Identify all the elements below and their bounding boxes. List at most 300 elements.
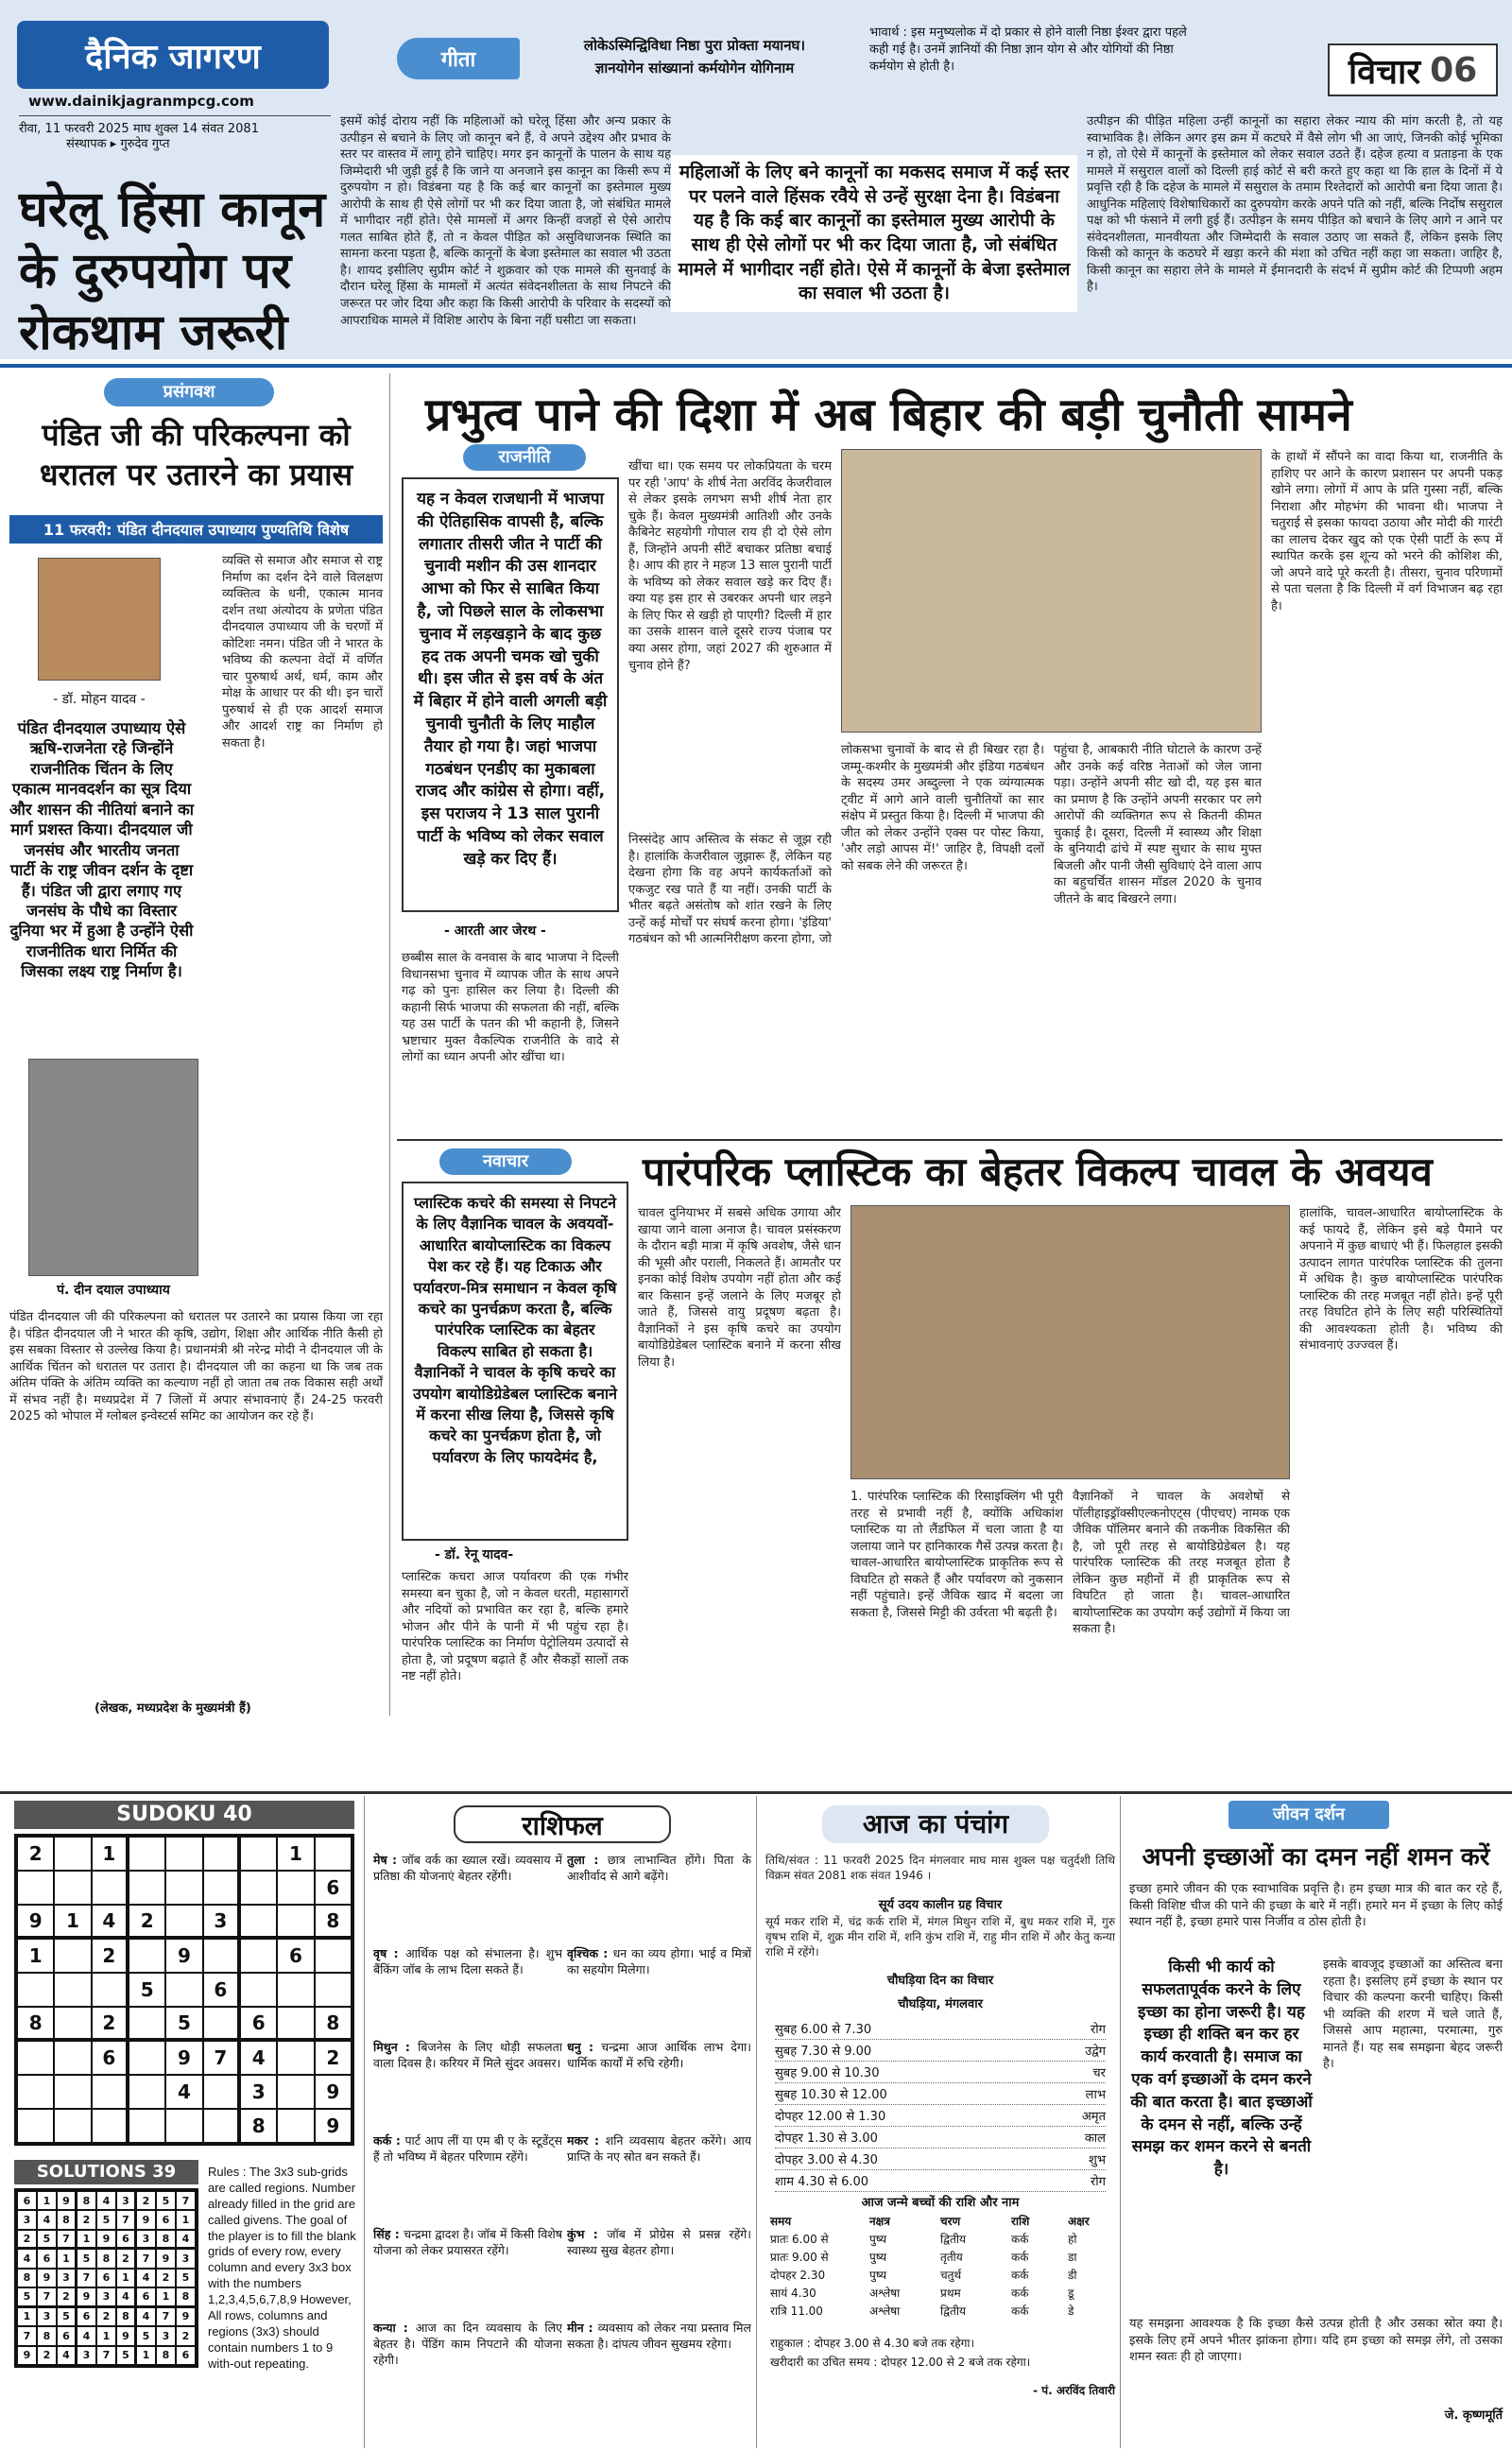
grid-cell: 6 (136, 2287, 156, 2306)
grid-cell[interactable] (54, 1939, 91, 1973)
grid-cell: 9 (116, 2326, 136, 2345)
grid-cell[interactable]: 2 (17, 1837, 54, 1871)
jeevan-tag: जीवन दर्शन (1228, 1801, 1389, 1829)
grid-cell: 3 (57, 2269, 77, 2287)
grid-cell: 1 (156, 2287, 176, 2306)
navachar-tag: नवाचार (439, 1148, 572, 1175)
rashi-name: मिथुन : (373, 2040, 419, 2054)
grid-cell[interactable] (129, 1939, 165, 1973)
politics-col-3: निस्संदेह आप अस्तित्व के संकट से जूझ रही है। हालांकि केजरीवाल जुझारू हैं, लेकिन यह देखना होगा कि वह अपने कार्यकर्ताओं को एकजुट रख पाते हैं या नहीं। उनकी पार्टी के भीतर बढ़ते असंतोष को शांत रखने के लिए उन्हें कई मोर्चों पर संघर्ष करना होगा। 'इंडिया' गठबंधन को भी आत्मनिरीक्षण करना होगा, जो (628, 833, 832, 947)
column-rule (1120, 1796, 1121, 2448)
grid-cell: 6 (96, 2269, 116, 2287)
website-url: www.dainikjagranmpcg.com (28, 93, 254, 110)
rashi-item (373, 2040, 562, 2120)
birth-cell: चरण (940, 2215, 961, 2228)
chogh-cell: शुभ (1089, 2153, 1106, 2167)
grid-cell: 7 (176, 2191, 196, 2210)
grid-cell[interactable]: 4 (165, 2075, 202, 2109)
chogh-row (775, 2105, 1106, 2127)
grid-cell[interactable] (203, 1837, 240, 1871)
prasangvash-body-1: व्यक्ति से समाज और समाज से राष्ट्र निर्माण का दर्शन देने वाले विलक्षण व्यक्तित्व के धनी, एकात्म मानव दर्शन तथा अंत्योदय के प्रणेता पंडित दीनदयाल उपाध्याय जी के चरणों में कोटिशः नमन। पंडित जी ने भारत के भविष्य की कल्पना वेदों में वर्णित चार पुरुषार्थ अर्थ, धर्म, काम और मोक्ष के आधार पर की थी। इन चारों पुरुषार्थ से ही एक आदर्श समाज और आदर्श राष्ट्र का निर्माण हो सकता है। (222, 554, 383, 751)
grid-cell[interactable]: 3 (203, 1905, 240, 1939)
grid-cell[interactable]: 6 (315, 1871, 352, 1905)
grid-cell: 6 (77, 2307, 96, 2326)
rashi-item (373, 2321, 562, 2401)
grid-cell[interactable]: 1 (54, 1905, 91, 1939)
sudoku-grid[interactable] (14, 1834, 354, 2146)
grid-cell[interactable] (240, 1939, 277, 1973)
grid-cell[interactable]: 9 (17, 1905, 54, 1939)
panchang-sun-text: सूर्य मकर राशि में, चंद्र कर्क राशि में, मंगल मिथुन राशि में, बुध मकर राशि में, गुरु वृषभ राशि में, शुक्र मीन राशि में, शनि कुंभ राशि में, राहु मीन राशि में और केतु कन्या राशि में रहेंगे। (765, 1915, 1115, 1959)
grid-cell[interactable] (240, 1871, 277, 1905)
grid-cell: 2 (156, 2269, 176, 2287)
grid-cell: 1 (57, 2249, 77, 2268)
panchang-intro: तिथि/संवत : 11 फरवरी 2025 दिन मंगलवार माघ मास शुक्ल पक्ष चतुर्दशी तिथि विक्रम संवत 2081 शक संवत 1946 । (765, 1854, 1115, 1883)
chogh-cell: दोपहर 1.30 से 3.00 (775, 2132, 878, 2146)
chogh-row (775, 2040, 1106, 2062)
grid-cell: 4 (176, 2230, 196, 2249)
birth-cell: डी (1068, 2269, 1077, 2282)
grid-cell[interactable] (54, 2109, 91, 2143)
grid-cell[interactable]: 5 (129, 1973, 165, 2007)
grid-cell[interactable] (203, 2109, 240, 2143)
grid-cell[interactable]: 1 (277, 1837, 314, 1871)
grid-cell[interactable]: 4 (240, 2041, 277, 2075)
grid-cell[interactable] (165, 2109, 202, 2143)
grid-cell[interactable] (54, 1973, 91, 2007)
grid-cell[interactable]: 2 (315, 2041, 352, 2075)
birth-title: आज जन्मे बच्चों की राशि और नाम (861, 2196, 1020, 2210)
grid-cell: 7 (96, 2346, 116, 2365)
grid-cell[interactable] (165, 1973, 202, 2007)
grid-cell[interactable]: 8 (240, 2109, 277, 2143)
birth-cell: अश्लेषा (869, 2304, 901, 2318)
prasangvash-body-2: पंडित दीनदयाल जी की परिकल्पना को धरातल पर उतारने का प्रयास किया जा रहा है। पंडित दीनदयाल जी ने भारत की कृषि, उद्योग, शिक्षा और आर्थिक नीति कैसी हो इस सबका विस्तार से उल्लेख किया है। प्रधानमंत्री श्री नरेन्द्र मोदी ने दीनदयाल जी के आर्थिक चिंतन को धरातल पर उतारा है। दीनदयाल जी का कहना था कि जब तक अंतिम पंक्ति के अंतिम व्यक्ति का कल्याण नहीं हो जाता तब तक विकास सही अर्थों में संभव नहीं है। मध्यप्रदेश में 7 जिलों में अपार संभावनाएं हैं। 24-25 फरवरी 2025 को भोपाल में ग्लोबल इन्वेस्टर्स समिट का आयोजन कर रहे हैं। (9, 1310, 383, 1424)
grid-cell: 5 (136, 2326, 156, 2345)
editor-line: संस्थापक ▸ गुरुदेव गुप्त (66, 137, 170, 151)
birth-cell: डू (1068, 2287, 1074, 2300)
birth-cell: सायं 4.30 (770, 2287, 816, 2300)
solutions-title: SOLUTIONS 39 (14, 2160, 198, 2184)
chogh-cell: सुबह 7.30 से 9.00 (775, 2045, 872, 2059)
grid-cell[interactable] (92, 2109, 129, 2143)
grid-cell: 4 (57, 2346, 77, 2365)
rashi-name: वृष : (373, 1946, 406, 1960)
grid-cell[interactable]: 2 (92, 2007, 129, 2041)
birth-cell: पुष्य (869, 2233, 887, 2246)
deendayal-photo (28, 1059, 198, 1276)
column-rule (756, 1796, 757, 2448)
rashi-item (373, 2133, 562, 2214)
grid-cell[interactable] (277, 2007, 314, 2041)
panchang-title: आज का पंचांग (822, 1805, 1049, 1843)
rashi-name: मीन : (567, 2321, 598, 2335)
author-photo (38, 558, 161, 681)
grid-cell[interactable] (17, 2041, 54, 2075)
grid-cell: 5 (17, 2287, 37, 2306)
grid-cell[interactable] (315, 1939, 352, 1973)
politics-col-6: के हाथों में सौंपने का वादा किया था, राजनीति के हाशिए पर आने के कारण प्रशासन पर अपनी पकड़ खोने लगा। लोगों में आप के प्रति गुस्सा नहीं, बल्कि निराशा और मोहभंग की भावना थी। भाजपा ने चतुराई से इसका फायदा उठाया और मोदी की गारंटी का लालच देकर खुद को एक ऐसी पार्टी के रूप में स्थापित करके इस शून्य को भरने की कोशिश की, जो अपने वादे पूरे करती है। तीसरा, चुनाव परिणामों से पता चलता है कि दिल्ली में वर्ग विभाजन बढ़ रहा है। (1271, 450, 1503, 613)
grid-cell: 4 (96, 2191, 116, 2210)
birth-cell: दोपहर 2.30 (770, 2269, 826, 2282)
rashi-name: कन्या : (373, 2321, 416, 2335)
sudoku-title: SUDOKU 40 (14, 1801, 354, 1829)
birth-cell: नक्षत्र (869, 2215, 890, 2228)
chogh-cell: रोग (1090, 2175, 1106, 2189)
chogh-title: चौघड़िया, मंगलवार (898, 1997, 983, 2011)
birth-cell: डा (1068, 2251, 1077, 2264)
grid-cell[interactable] (277, 1973, 314, 2007)
gita-shloka: लोकेऽस्मिन्द्विविधा निष्ठा पुरा प्रोक्ता मयानघ। ज्ञानयोगेन सांख्यानां कर्मयोगेन योगिनाम (583, 37, 806, 77)
grid-cell[interactable] (92, 1871, 129, 1905)
rashi-item (567, 2133, 751, 2214)
grid-cell: 8 (37, 2326, 57, 2345)
grid-cell: 7 (37, 2287, 57, 2306)
rashi-text: बिजनेस के लिए थोड़ी सफलता वाला दिवस है। करियर में मिले सुंदर अवसर। (373, 2040, 562, 2070)
grid-cell: 8 (96, 2249, 116, 2268)
column-rule (389, 373, 390, 1716)
navachar-title: पारंपरिक प्लास्टिक का बेहतर विकल्प चावल के अवयव (643, 1148, 1433, 1195)
divider (0, 364, 1512, 368)
grid-cell: 3 (116, 2191, 136, 2210)
rashi-text: व्यवसाय को लेकर नया प्रस्ताव मिल सकता है। दांपत्य जीवन सुखमय रहेगा। (567, 2321, 751, 2351)
grid-cell: 5 (77, 2249, 96, 2268)
navachar-photo (850, 1205, 1290, 1479)
grid-cell: 2 (77, 2210, 96, 2229)
chogh-cell: दोपहर 12.00 से 1.30 (775, 2110, 886, 2124)
grid-cell[interactable]: 6 (203, 1973, 240, 2007)
grid-cell[interactable]: 4 (92, 1905, 129, 1939)
grid-cell[interactable]: 6 (92, 2041, 129, 2075)
politics-col-1: छब्बीस साल के वनवास के बाद भाजपा ने दिल्ली विधानसभा चुनाव में व्यापक जीत के साथ अपने गढ़ को पुनः हासिल कर लिया है। दिल्ली की कहानी सिर्फ भाजपा की सफलता की नहीं, बल्कि यह उस पार्टी के पतन की भी कहानी है, जिसने भ्रष्टाचार मुक्त वैकल्पिक राजनीति के वादे से लोगों का ध्यान अपनी ओर खींचा था। (402, 951, 619, 1065)
birth-cell: रात्रि 11.00 (770, 2304, 823, 2318)
grid-cell: 9 (96, 2230, 116, 2249)
politics-title: प्रभुत्व पाने की दिशा में अब बिहार की बड़ी चुनौती सामने (425, 388, 1352, 441)
grid-cell[interactable]: 1 (17, 1939, 54, 1973)
grid-cell[interactable] (54, 2075, 91, 2109)
grid-cell: 7 (136, 2249, 156, 2268)
grid-cell[interactable] (277, 2041, 314, 2075)
rahukal: राहुकाल : दोपहर 3.00 से 4.30 बजे तक रहेगा। (770, 2337, 975, 2350)
grid-cell[interactable]: 1 (92, 1837, 129, 1871)
birth-row (770, 2302, 1110, 2320)
divider (397, 1139, 1503, 1141)
birth-cell: कर्क (1011, 2251, 1029, 2264)
gita-tag: गीता (397, 38, 520, 79)
grid-cell: 6 (37, 2249, 57, 2268)
chogh-cell: शाम 4.30 से 6.00 (775, 2175, 869, 2189)
grid-cell[interactable]: 6 (240, 2007, 277, 2041)
rashi-text: पार्ट आप लीं या एम बी ए के स्टूडेंट्स हैं तो भविष्य में बेहतर परिणाम रहेंगे। (373, 2133, 562, 2164)
grid-cell[interactable] (54, 2007, 91, 2041)
grid-cell[interactable]: 8 (315, 2007, 352, 2041)
grid-cell[interactable]: 2 (129, 1905, 165, 1939)
grid-cell[interactable] (165, 1871, 202, 1905)
politics-author: - आरती आर जेरथ - (444, 923, 546, 939)
grid-cell[interactable] (129, 1837, 165, 1871)
birth-cell: हो (1068, 2233, 1077, 2246)
grid-cell[interactable]: 9 (315, 2109, 352, 2143)
grid-cell: 1 (96, 2326, 116, 2345)
grid-cell[interactable] (129, 2109, 165, 2143)
jeevan-title: अपनी इच्छाओं का दमन नहीं शमन करें (1142, 1843, 1490, 1872)
birth-cell: द्वितीय (940, 2304, 966, 2318)
gita-bhavarth: भावार्थ : इस मनुष्यलोक में दो प्रकार से होने वाली निष्ठा ईश्वर द्वारा पहले कही गई है। उनमें ज्ञानियों की निष्ठा ज्ञान योग से और योगियों की निष्ठा कर्मयोग से होती है। (869, 26, 1187, 75)
grid-cell[interactable] (129, 1871, 165, 1905)
rashi-text: आर्थिक पक्ष को संभालना है। शुभ बैंकिंग जॉब के लाभ दिला सकते हैं। (373, 1946, 562, 1976)
politics-col-5: पहुंचा है, आबकारी नीति घोटाले के कारण उन्हें और उनके कई वरिष्ठ नेताओं को जेल जाना पड़ा। उन्होंने अपनी सीट खो दी, यह इस बात का प्रमाण है कि उन्होंने अपनी सरकार पर लगे आरोपों की व्यक्तिगत रूप से कितनी कीमत चुकाई है। दूसरा, दिल्ली में स्वास्थ्य और शिक्षा के बुनियादी ढांचे में स्पष्ट सुधार के साथ मुफ्त बिजली और पानी जैसी सुविधाएं देने वाला आप का बहुचर्चित शासन मॉडल 2020 के चुनाव जीतने के बाद बिखरने लगा। (1054, 743, 1262, 906)
chogh-cell: दोपहर 3.00 से 4.30 (775, 2153, 878, 2167)
grid-cell: 1 (17, 2307, 37, 2326)
birth-cell: समय (770, 2215, 792, 2228)
grid-cell: 5 (57, 2307, 77, 2326)
birth-cell: कर्क (1011, 2233, 1029, 2246)
dateline: रीवा, 11 फरवरी 2025 माघ शुक्ल 14 संवत 2081 (19, 115, 331, 136)
rashi-name: कुंभ : (567, 2227, 608, 2241)
grid-cell: 9 (136, 2210, 156, 2229)
grid-cell[interactable] (17, 1973, 54, 2007)
birth-cell: प्रातः 6.00 से (770, 2233, 829, 2246)
grid-cell: 2 (37, 2346, 57, 2365)
grid-cell: 8 (116, 2307, 136, 2326)
panchang-sun-head: सूर्य उदय कालीन ग्रह विचार (878, 1898, 1003, 1912)
rashi-text: चन्द्रमा आज आर्थिक लाभ देगा। धार्मिक कार्यों में रुचि रहेगी। (567, 2040, 751, 2070)
grid-cell: 6 (57, 2326, 77, 2345)
grid-cell: 7 (17, 2326, 37, 2345)
grid-cell: 1 (37, 2191, 57, 2210)
grid-cell[interactable] (17, 2075, 54, 2109)
chogh-row (775, 2018, 1106, 2040)
birth-cell: पुष्य (869, 2251, 887, 2264)
grid-cell: 3 (156, 2326, 176, 2345)
grid-cell[interactable] (92, 2075, 129, 2109)
grid-cell[interactable]: 2 (92, 1939, 129, 1973)
politics-boxquote: यह न केवल राजधानी में भाजपा की ऐतिहासिक वापसी है, बल्कि लगातार तीसरी जीत ने पार्टी की चुनावी मशीन की उस शानदार आभा को फिर से साबित किया है, जो पिछले साल के लोकसभा चुनाव में लड़खड़ाने के बाद कुछ हद तक अपनी चमक खो चुकी थी। इस जीत से इस वर्ष के अंत में बिहार में होने वाली अगली बड़ी चुनावी चुनौती के लिए माहौल तैयार हो गया है। जहां भाजपा गठबंधन एनडीए का मुकाबला राजद और कांग्रेस से होगा। वहीं, इस पराजय ने 13 साल पुरानी पार्टी के भविष्य को लेकर सवाल खड़े कर दिए हैं। (402, 477, 619, 912)
grid-cell[interactable] (203, 2007, 240, 2041)
rashi-name: कर्क : (373, 2133, 405, 2148)
grid-cell: 6 (17, 2191, 37, 2210)
grid-cell[interactable] (203, 1871, 240, 1905)
grid-cell[interactable] (54, 1837, 91, 1871)
rashi-name: सिंह : (373, 2227, 404, 2241)
grid-cell: 4 (37, 2210, 57, 2229)
grid-cell[interactable] (277, 2109, 314, 2143)
column-rule (364, 1796, 365, 2448)
chogh-cell: सुबह 10.30 से 12.00 (775, 2088, 887, 2102)
grid-cell: 2 (176, 2326, 196, 2345)
rashi-name: मकर : (567, 2133, 606, 2148)
prasangvash-strip: 11 फरवरी: पंडित दीनदयाल उपाध्याय पुण्यतिथि विशेष (9, 515, 383, 544)
grid-cell[interactable] (240, 1905, 277, 1939)
grid-cell[interactable]: 7 (203, 2041, 240, 2075)
politics-photo (841, 449, 1262, 733)
grid-cell: 8 (176, 2287, 196, 2306)
jeevan-quote: किसी भी कार्य को सफलतापूर्वक करने के लिए इच्छा का होना जरूरी है। यह इच्छा ही शक्ति बन कर हर कार्य करवाती है। समाज का एक वर्ग इच्छाओं के दमन करने की बात करता है। बात इच्छाओं के दमन से नहीं, बल्कि उन्हें समझ कर शमन करने से बनती है। (1130, 1958, 1313, 2180)
grid-cell: 3 (176, 2249, 196, 2268)
rashi-item (373, 1853, 562, 1933)
navachar-col-5: हालांकि, चावल-आधारित बायोप्लास्टिक के कई फायदे हैं, लेकिन इसे बड़े पैमाने पर अपनाने में कुछ बाधाएं भी हैं। फिलहाल इसकी उत्पादन लागत पारंपरिक प्लास्टिक की तुलना में अधिक है। कुछ बायोप्लास्टिक पारंपरिक प्लास्टिक की तरह मजबूत नहीं होते। इन्हें पूरी तरह विघटित होने के लिए सही परिस्थितियों की आवश्यकता होती है। भविष्य की संभावनाएं उज्ज्वल हैं। (1299, 1206, 1503, 1354)
birth-row (770, 2284, 1110, 2302)
grid-cell: 9 (77, 2287, 96, 2306)
editorial-title: घरेलू हिंसा कानून के दुरुपयोग पर रोकथाम जरूरी (19, 181, 326, 361)
grid-cell: 7 (57, 2230, 77, 2249)
grid-cell[interactable] (17, 2109, 54, 2143)
grid-cell[interactable] (129, 2075, 165, 2109)
rashi-name: धनु : (567, 2040, 602, 2054)
grid-cell: 5 (96, 2210, 116, 2229)
rashi-item (567, 2321, 751, 2401)
grid-cell: 8 (57, 2210, 77, 2229)
rashi-name: तुला : (567, 1853, 608, 1867)
rashi-text: आज का दिन व्यवसाय के लिए बेहतर है। पेंडिंग काम निपटाने की योजना रहेगी। (373, 2321, 562, 2367)
chogh-row (775, 2083, 1106, 2105)
grid-cell[interactable] (277, 2075, 314, 2109)
birth-cell: कर्क (1011, 2269, 1029, 2282)
grid-cell: 3 (17, 2210, 37, 2229)
grid-cell[interactable]: 8 (17, 2007, 54, 2041)
birth-cell: डे (1068, 2304, 1074, 2318)
grid-cell[interactable] (240, 1973, 277, 2007)
chogh-row (775, 2062, 1106, 2083)
navachar-boxquote: प्लास्टिक कचरे की समस्या से निपटने के लिए वैज्ञानिक चावल के अवयवों-आधारित बायोप्लास्टिक का विकल्प पेश कर रहे हैं। यह टिकाऊ और पर्यावरण-मित्र समाधान न केवल कृषि कचरे का पुनर्चक्रण करता है, बल्कि पारंपरिक प्लास्टिक का बेहतर विकल्प साबित हो सकता है। वैज्ञानिकों ने चावल के कृषि कचरे का उपयोग बायोडिग्रेडेबल प्लास्टिक बनाने में करना सीख लिया है, जिससे कृषि कचरे का पुनर्चक्रण होता है, जो पर्यावरण के लिए फायदेमंद है, (402, 1182, 628, 1541)
rashi-text: जॉब वर्क का ख्याल रखें। व्यवसाय में प्रतिष्ठा की योजनाएं बेहतर रहेंगी। (373, 1853, 562, 1883)
chogh-cell: उद्वेग (1085, 2045, 1106, 2059)
prasangvash-title: पंडित जी की परिकल्पना को धरातल पर उतारने का प्रयास (39, 417, 353, 492)
grid-cell[interactable] (277, 1905, 314, 1939)
grid-cell[interactable] (203, 2075, 240, 2109)
grid-cell[interactable] (92, 1973, 129, 2007)
grid-cell: 5 (37, 2230, 57, 2249)
rashi-text: चन्द्रमा द्वादश है। जॉब में किसी विशेष योजना को लेकर प्रयासरत रहेंगे। (373, 2227, 562, 2257)
grid-cell[interactable] (203, 1939, 240, 1973)
grid-cell: 9 (156, 2249, 176, 2268)
birth-row (770, 2212, 1110, 2230)
birth-cell: अक्षर (1068, 2215, 1090, 2228)
grid-cell: 2 (136, 2191, 156, 2210)
section-label: विचार 06 (1328, 43, 1498, 96)
grid-cell: 7 (116, 2210, 136, 2229)
rashifal-right (567, 1853, 751, 2414)
shopping-time: खरीदारी का उचित समय : दोपहर 12.00 से 2 बजे तक रहेगा। (770, 2356, 1031, 2369)
grid-cell[interactable]: 3 (240, 2075, 277, 2109)
chogh-cell: रोग (1090, 2023, 1106, 2037)
grid-cell: 1 (116, 2269, 136, 2287)
navachar-col-3: 1. पारंपरिक प्लास्टिक की रिसाइक्लिंग भी पूरी तरह से प्रभावी नहीं है, क्योंकि अधिकांश प्लास्टिक या तो लैंडफिल में चला जाता है या जलाया जाने पर हानिकारक गैसें उत्पन्न करता है। चावल-आधारित बायोप्लास्टिक प्राकृतिक रूप से विघटित हो सकते हैं और पर्यावरण को नुकसान नहीं पहुंचाते। इन्हें जैविक खाद में बदला जा सकता है, जिससे मिट्टी की उर्वरता भी बढ़ती है। (850, 1490, 1063, 1620)
prasangvash-tag: प्रसंगवश (104, 378, 274, 406)
grid-cell[interactable] (277, 1871, 314, 1905)
birth-table (770, 2212, 1110, 2320)
grid-cell[interactable]: 9 (315, 2075, 352, 2109)
grid-cell[interactable] (129, 2041, 165, 2075)
grid-cell: 7 (156, 2307, 176, 2326)
birth-cell: अश्लेषा (869, 2287, 901, 2300)
rashi-item (567, 1853, 751, 1933)
navachar-col-1: प्लास्टिक कचरा आज पर्यावरण की एक गंभीर समस्या बन चुका है, जो न केवल धरती, महासागरों और नदियों को प्रभावित कर रहा है, बल्कि हमारे भोजन और पीने के पानी में भी पहुंच रहा है। पारंपरिक प्लास्टिक का निर्माण पेट्रोलियम उत्पादों से होता है, जो प्रदूषण बढ़ाते हैं और सैकड़ों सालों तक नष्ट नहीं होते। (402, 1570, 628, 1684)
birth-cell: प्रातः 9.00 से (770, 2251, 829, 2264)
sudoku-rules: Rules : The 3x3 sub-grids are called regions. Number already filled in the grid are called givens. The goal of the player is to fill the blank grids of every row, every column and every 3x3 box with the numbers 1,2,3,4,5,6,7,8,9 However, All rows, columns and regions (3x3) should contain numbers 1 to 9 with-out repeating. (208, 2165, 356, 2371)
grid-cell[interactable] (240, 1837, 277, 1871)
editorial-col-1: इसमें कोई दोराय नहीं कि महिलाओं को घरेलू हिंसा और अन्य प्रकार के उत्पीड़न से बचाने के लिए जो कानून बने हैं, वे अपने उद्देश्य और प्रभाव के स्तर पर वास्तव में लागू होने चाहिए। मगर इन कानूनों के पालन के साथ यह जिम्मेदारी भी जुड़ी हुई है कि जाने या अनजाने इस कानून का किसी रूप में दुरुपयोग न हो। विडंबना यह है कि कई बार कानूनों का इस्तेमाल मुख्य आरोपी के साथ ही ऐसे लोगों पर भी कर दिया जाता है, जो संबंधित मामले में भागीदार नहीं होते। ऐसे मामलों में अगर किन्हीं वजहों से ऐसे आरोप गलत साबित होते हैं, तो न केवल पीड़ित को असुविधाजनक स्थिति का सामना करना पड़ता है, बल्कि कानूनों के बेजा इस्तेमाल का सवाल भी उठता है। शायद इसीलिए सुप्रीम कोर्ट ने शुक्रवार को एक मामले की सुनवाई के दौरान घरेलू हिंसा के मामलों में अत्यंत संवेदनशीलता के साथ निपटने की जरूरत पर जोर दिया और कहा कि किसी आरोपी के परिवार के सदस्यों को आपराधिक मामले में विशिष्ट आरोप के बिना नहीं घसीटा जा सकता। (340, 114, 671, 328)
prasangvash-byline: (लेखक, मध्यप्रदेश के मुख्यमंत्री हैं) (94, 1701, 251, 1716)
panchang-author: - पं. अरविंद तिवारी (1033, 2384, 1115, 2397)
chogh-cell: सुबह 9.00 से 10.30 (775, 2066, 880, 2080)
rashi-item (567, 2040, 751, 2120)
birth-cell: द्वितीय (940, 2233, 966, 2246)
grid-cell: 4 (136, 2307, 156, 2326)
grid-cell[interactable]: 9 (165, 2041, 202, 2075)
grid-cell[interactable] (315, 1973, 352, 2007)
grid-cell[interactable]: 8 (315, 1905, 352, 1939)
grid-cell[interactable] (315, 1837, 352, 1871)
grid-cell[interactable] (129, 2007, 165, 2041)
birth-cell: प्रथम (940, 2287, 961, 2300)
chogh-cell: अमृत (1081, 2110, 1106, 2124)
jeevan-body: इच्छा हमारे जीवन की एक स्वाभाविक प्रवृत्ति है। हम इच्छा मात्र की बात कर रहे हैं, किसी विशिष्ट चीज की पाने की इच्छा के बारे में नहीं। हमारे मन में इच्छा के लिए कोई स्थान नहीं है, इच्छा हमारे पास निर्जीव व ठोस होती है। (1129, 1882, 1503, 1930)
grid-cell: 4 (136, 2269, 156, 2287)
prasangvash-quote: पंडित दीनदयाल उपाध्याय ऐसे ऋषि-राजनेता रहे जिन्होंने राजनीतिक चिंतन के लिए एकात्म मानवदर्शन का सूत्र दिया और शासन की नीतियां बनाने का मार्ग प्रशस्त किया। दीनदयाल जी जनसंघ और भारतीय जनता पार्टी के राष्ट्र जीवन दर्शन के दृष्टा हैं। पंडित जी द्वारा लगाए गए जनसंघ के पौधे का विस्तार दुनिया भर में हुआ है उन्होंने ऐसी राजनीतिक धारा निर्मित की जिसका लक्ष्य राष्ट्र निर्माण है। (9, 719, 195, 981)
rashifal-title: राशिफल (454, 1805, 671, 1843)
grid-cell[interactable]: 5 (165, 2007, 202, 2041)
grid-cell: 1 (136, 2346, 156, 2365)
grid-cell[interactable] (165, 1837, 202, 1871)
chogh-row (775, 2127, 1106, 2149)
chogh-cell: चर (1092, 2066, 1106, 2080)
grid-cell: 8 (156, 2346, 176, 2365)
rashi-item (373, 1946, 562, 2027)
chogh-row (775, 2149, 1106, 2170)
navachar-author: - डॉ. रेनू यादव- (435, 1547, 514, 1562)
grid-cell: 1 (77, 2230, 96, 2249)
rashifal-left (373, 1853, 562, 2414)
birth-cell: पुष्य (869, 2269, 887, 2282)
author-caption: - डॉ. मोहन यादव - (53, 692, 146, 707)
grid-cell[interactable] (17, 1871, 54, 1905)
rashi-text: जॉब में प्रोग्रेस से प्रसन्न रहेंगे। स्वास्थ्य सुख बेहतर होगा। (567, 2227, 751, 2257)
grid-cell[interactable]: 6 (277, 1939, 314, 1973)
grid-cell: 8 (17, 2269, 37, 2287)
chogh-cell: काल (1084, 2132, 1106, 2146)
grid-cell[interactable] (54, 1871, 91, 1905)
birth-cell: कर्क (1011, 2304, 1029, 2318)
grid-cell[interactable]: 9 (165, 1939, 202, 1973)
jeevan-body-2: इसके बावजूद इच्छाओं का अस्तित्व बना रहता है। इसलिए हमें इच्छा के स्थान पर विचार की कल्पना करनी चाहिए। किसी भी व्यक्ति की शरण में चले जाते हैं, जिससे आप महात्मा, परमात्मा, गुरु मानते हैं। यह सब समझना बेहद जरूरी है। (1323, 1958, 1503, 2072)
grid-cell: 6 (156, 2210, 176, 2229)
politics-tag: राजनीति (463, 444, 586, 471)
grid-cell: 3 (77, 2346, 96, 2365)
rashi-item (567, 2227, 751, 2307)
birth-row (770, 2266, 1110, 2284)
grid-cell: 2 (17, 2230, 37, 2249)
birth-cell: राशि (1011, 2215, 1030, 2228)
grid-cell: 8 (77, 2191, 96, 2210)
chogh-cell: सुबह 6.00 से 7.30 (775, 2023, 872, 2037)
grid-cell: 3 (96, 2287, 116, 2306)
grid-cell[interactable] (165, 1905, 202, 1939)
politics-col-2: खींचा था। एक समय पर लोकप्रियता के चरम पर रही 'आप' के शीर्ष नेता अरविंद केजरीवाल से लेकर इसके लगभग सभी शीर्ष नेता हार चुके हैं। केवल मुख्यमंत्री आतिशी और उनके कैबिनेट सहयोगी गोपाल राय ही दो ऐसे लोग हैं, जिन्होंने अपनी सीटें बचाकर प्रतिष्ठा बचाई है। आप की हार ने महज 13 साल पुरानी पार्टी के भविष्य को लेकर सवाल खड़े कर दिए हैं। क्या यह इस हार से उबरकर अपनी धार लड़ने के लिए फिर से खड़ी हो पाएगी? दिल्ली में हार का उसके शासन वाले दूसरे राज्य पंजाब पर क्या असर होगा, जहां 2027 की शुरुआत में चुनाव होने हैं? (628, 459, 832, 673)
grid-cell: 4 (116, 2287, 136, 2306)
birth-row (770, 2230, 1110, 2248)
rashi-text: धन का व्यय होगा। भाई व मित्रों का सहयोग मिलेगा। (567, 1946, 751, 1976)
rashi-name: मेष : (373, 1853, 403, 1867)
grid-cell[interactable] (54, 2041, 91, 2075)
newspaper-logo: दैनिक जागरण (17, 21, 329, 89)
solutions-grid (14, 2188, 198, 2368)
rashi-name: वृश्चिक : (567, 1946, 613, 1960)
grid-cell: 7 (77, 2269, 96, 2287)
grid-cell: 3 (37, 2307, 57, 2326)
photo-caption: पं. दीन दयाल उपाध्याय (57, 1283, 170, 1298)
grid-cell: 2 (116, 2249, 136, 2268)
